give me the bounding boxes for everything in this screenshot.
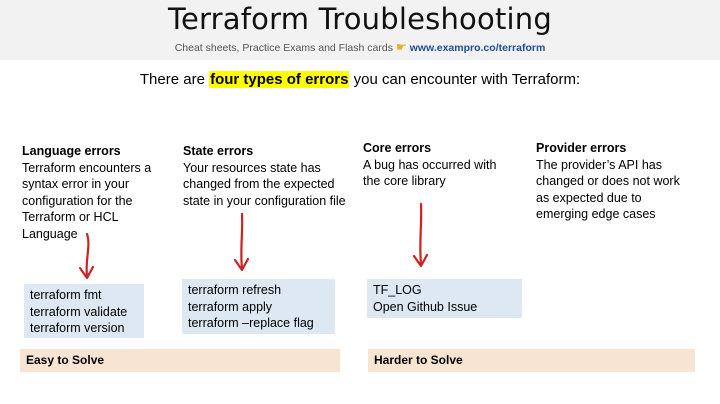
provider-errors-line: changed or does not work <box>536 174 680 188</box>
language-errors-line: Terraform or HCL <box>22 210 119 224</box>
language-errors-line: Language <box>22 226 78 241</box>
core-errors-column <box>363 140 513 190</box>
subtitle <box>0 40 720 55</box>
solution-command: TF_LOG <box>373 283 422 297</box>
language-solutions-box <box>24 284 144 338</box>
harder-to-solve-bar: Harder to Solve <box>368 349 695 372</box>
solution-command: terraform refresh <box>188 283 282 297</box>
intro-highlight: four types of errors <box>210 71 349 88</box>
state-errors-line: state in your configuration file <box>183 193 346 208</box>
solution-command: Open Github Issue <box>373 299 478 314</box>
language-errors-line: configuration for the <box>22 193 133 208</box>
provider-errors-column <box>536 140 711 223</box>
state-errors-line: changed from the expected <box>183 177 335 191</box>
language-errors-column <box>22 143 172 242</box>
down-arrow-icon <box>410 202 432 270</box>
core-errors-line: the core library <box>363 174 446 188</box>
solution-command: terraform validate <box>30 304 128 319</box>
exampro-link[interactable]: www.exampro.co/terraform <box>409 42 546 54</box>
subtitle-text: Cheat sheets, Practice Exams and Flash cards <box>174 42 393 54</box>
language-errors-line: syntax error in your <box>22 177 129 191</box>
provider-errors-line: as expected due to <box>536 190 642 205</box>
intro-before: There are <box>139 71 210 88</box>
solution-command: terraform –replace flag <box>188 316 314 330</box>
provider-errors-heading: Provider errors <box>536 141 627 155</box>
state-errors-line: Your resources state has <box>183 160 321 175</box>
solution-command: terraform apply <box>188 299 273 314</box>
provider-errors-line: The provider’s API has <box>536 157 662 172</box>
easy-to-solve-bar: Easy to Solve <box>20 349 340 372</box>
language-errors-heading: Language errors <box>22 144 121 158</box>
page-title: Terraform Troubleshooting <box>168 2 552 36</box>
core-errors-line: A bug has occurred with <box>363 157 497 172</box>
state-errors-heading: State errors <box>183 144 254 158</box>
core-errors-heading: Core errors <box>363 141 432 155</box>
pointing-hand-icon: ☛ <box>395 40 407 54</box>
state-solutions-box <box>182 279 335 334</box>
solution-command: terraform version <box>30 321 125 335</box>
core-solutions-box <box>367 279 522 318</box>
state-errors-column <box>183 143 358 209</box>
down-arrow-icon <box>76 232 98 282</box>
provider-errors-line: emerging edge cases <box>536 207 656 221</box>
intro-sentence <box>0 70 720 90</box>
intro-after: you can encounter with Terraform: <box>349 71 581 88</box>
language-errors-line: Terraform encounters a <box>22 160 152 175</box>
solution-command: terraform fmt <box>30 288 102 302</box>
down-arrow-icon <box>231 212 253 274</box>
